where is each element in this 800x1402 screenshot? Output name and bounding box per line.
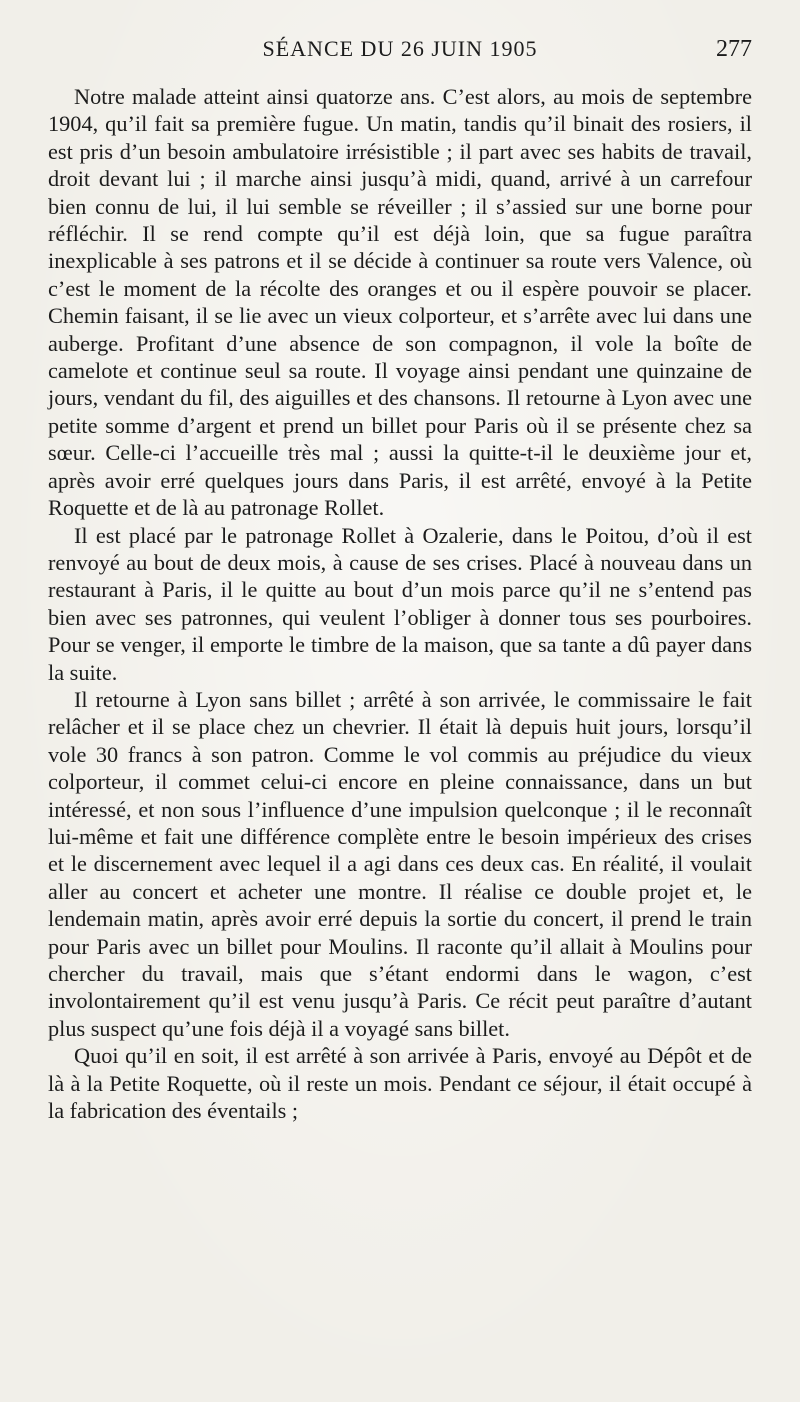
paragraph-2: Il est placé par le patronage Rollet à Ozalerie, dans le Poitou, d’où il est renvoyé au bout de deux mois, à cause de ses crises. Placé à nouveau dans un restaurant à Paris, il le quitte au bout d’un mois parce qu’il ne s’entend pas bien avec ses patronnes, qui veulent l’obliger à donner tous ses pourboires. Pour se venger, il emporte le timbre de la maison, que sa tante a dû payer dans la suite. bbox=[48, 522, 752, 685]
paragraph-4: Quoi qu’il en soit, il est arrêté à son arrivée à Paris, envoyé au Dépôt et de là à la Petite Roquette, où il reste un mois. Pendant ce séjour, il était occupé à la fabrication des éventails ; bbox=[48, 1043, 752, 1124]
page-number: 277 bbox=[716, 36, 752, 62]
paragraph-3: Il retourne à Lyon sans billet ; arrêté à son arrivée, le commissaire le fait relâcher et il se place chez un chevrier. Il était là depuis huit jours, lorsqu’il vole 30 francs à son patron. Comme le vol commis au préjudice du vieux colporteur, il commet celui-ci encore en pleine connaissance, dans un but intéressé, et non sous l’influence d’une impulsion quelconque ; il le reconnaît lui-même et fait une différence complète entre le besoin impérieux des crises et le discernement avec lequel il a agi dans ces deux cas. En réalité, il voulait aller au concert et acheter une montre. Il réalise ce double projet et, le lendemain matin, après avoir erré depuis la sortie du concert, il prend le train pour Paris avec un billet pour Moulins. Il raconte qu’il allait à Moulins pour chercher du travail, mais que s’étant endormi dans le wagon, c’est involontairement qu’il est venu jusqu’à Paris. Ce récit peut paraître d’autant plus suspect qu’une fois déjà il a voyagé sans billet. bbox=[48, 686, 752, 1041]
page-header bbox=[48, 36, 752, 76]
paragraph-1: Notre malade atteint ainsi quatorze ans. C’est alors, au mois de septembre 1904, qu’il fait sa première fugue. Un matin, tandis qu’il binait des rosiers, il est pris d’un besoin ambulatoire irrésistible ; il part avec ses habits de travail, droit devant lui ; il marche ainsi jusqu’à midi, quand, arrivé à un carrefour bien connu de lui, il lui semble se réveiller ; il s’assied sur une borne pour réfléchir. Il se rend compte qu’il est déjà loin, que sa fugue paraîtra inexplicable à ses patrons et il se décide à continuer sa route vers Valence, où c’est le moment de la récolte des oranges et ou il espère pouvoir se placer. Chemin faisant, il se lie avec un vieux colporteur, et s’arrête avec lui dans une auberge. Profitant d’une absence de son compagnon, il vole la boîte de camelote et continue seul sa route. Il voyage ainsi pendant une quinzaine de jours, vendant du fil, des aiguilles et des chansons. Il retourne à Lyon avec une petite somme d’argent et prend un billet pour Paris où il se présente chez sa sœur. Celle-ci l’accueille très mal ; aussi la quitte-t-il le deuxième jour et, après avoir erré quelques jours dans Paris, il est arrêté, envoyé à la Petite Roquette et de là au patronage Rollet. bbox=[48, 84, 752, 521]
running-head: SÉANCE DU 26 JUIN 1905 bbox=[262, 36, 538, 61]
body-text bbox=[48, 83, 752, 1124]
